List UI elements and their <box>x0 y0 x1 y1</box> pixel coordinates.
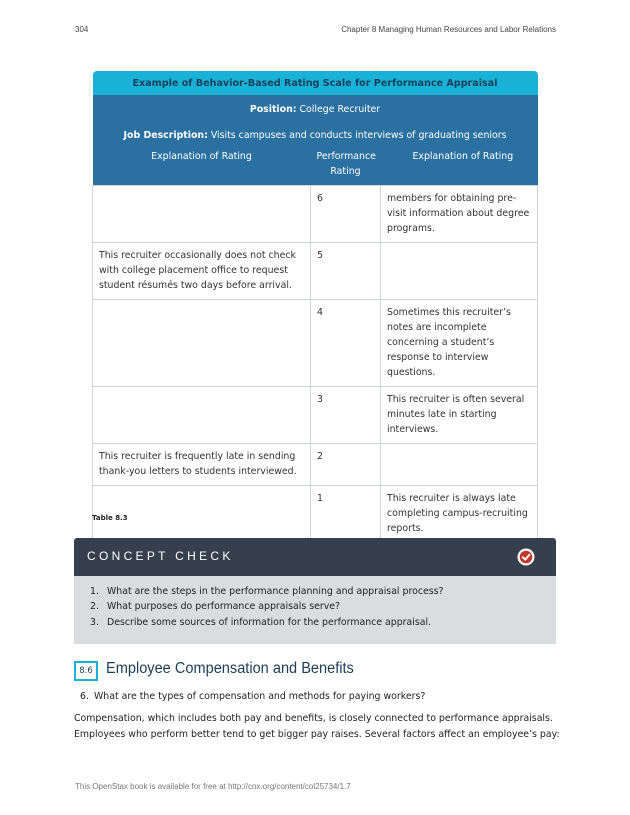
concept-check-box <box>74 538 556 644</box>
cell-left <box>93 186 311 243</box>
job-description-label: Job Description: <box>123 130 208 141</box>
rating-scale-table <box>92 71 538 543</box>
list-item <box>90 615 556 630</box>
section-number: 8.6 <box>74 661 98 681</box>
cell-left: This recruiter occasionally does not check with college placement office to request student résumés two days before arrival. <box>93 243 311 300</box>
cell-rating: 6 <box>311 186 381 243</box>
job-description-cell <box>93 121 538 147</box>
cell-rating: 4 <box>311 300 381 387</box>
table-row <box>93 387 538 444</box>
cell-rating: 5 <box>311 243 381 300</box>
cell-right <box>381 444 538 486</box>
item-number: 1. <box>90 586 99 597</box>
position-value: College Recruiter <box>296 104 381 115</box>
table-row <box>93 444 538 486</box>
cell-right: members for obtaining pre-visit information about degree programs. <box>381 186 538 243</box>
position-cell <box>93 95 538 121</box>
concept-check-list <box>74 584 556 630</box>
column-header-explanation-right: Explanation of Rating <box>381 147 538 186</box>
page-header <box>75 25 556 37</box>
column-header-row <box>93 147 538 186</box>
table-title: Example of Behavior-Based Rating Scale for Performance Appraisal <box>93 71 538 95</box>
item-text: What purposes do performance appraisals serve? <box>107 601 340 613</box>
position-row <box>93 95 538 121</box>
chapter-title: Chapter 8 Managing Human Resources and Labor Relations <box>341 25 556 34</box>
table-title-row <box>93 71 538 95</box>
cell-right: This recruiter is often several minutes late in starting interviews. <box>381 387 538 444</box>
concept-check-header <box>74 538 556 576</box>
cell-rating: 2 <box>311 444 381 486</box>
cell-left: This recruiter is frequently late in sending thank-you letters to students interviewed. <box>93 444 311 486</box>
learning-question <box>80 691 425 702</box>
cell-left <box>93 300 311 387</box>
table-row <box>93 186 538 243</box>
item-number: 3. <box>90 616 99 628</box>
list-item <box>90 599 556 614</box>
table-caption: Table 8.3 <box>92 514 128 522</box>
body-paragraph: Compensation, which includes both pay and benefits, is closely connected to performance appraisals. Employees who perform better tend to get bigger pay raises. Several factors affect an employee’s pay: <box>74 713 560 740</box>
table-row <box>93 486 538 543</box>
cell-rating: 1 <box>311 486 381 543</box>
column-header-explanation-left: Explanation of Rating <box>93 147 311 186</box>
item-text: What are the steps in the performance planning and appraisal process? <box>107 586 444 597</box>
item-text: Describe some sources of information for the performance appraisal. <box>107 616 432 628</box>
position-label: Position: <box>249 104 297 115</box>
job-description-value: Visits campuses and conducts interviews of graduating seniors <box>207 130 507 141</box>
cell-rating: 3 <box>311 387 381 444</box>
section-title: Employee Compensation and Benefits <box>106 660 354 677</box>
cell-right: Sometimes this recruiter’s notes are incomplete concerning a student’s response to interview questions. <box>381 300 538 387</box>
list-item <box>90 584 556 599</box>
question-number: 6. <box>80 691 89 702</box>
concept-check-title: CONCEPT CHECK <box>87 549 234 563</box>
job-description-row <box>93 121 538 147</box>
page-number: 304 <box>75 25 89 34</box>
page-footer: This OpenStax book is available for free at http://cnx.org/content/col25734/1.7 <box>75 782 351 791</box>
cell-left <box>93 387 311 444</box>
cell-right <box>381 243 538 300</box>
column-header-performance-rating: Performance Rating <box>311 147 381 186</box>
item-number: 2. <box>90 601 99 613</box>
cell-right: This recruiter is always late completing campus-recruiting reports. <box>381 486 538 543</box>
concept-check-body <box>74 576 556 644</box>
question-text: What are the types of compensation and methods for paying workers? <box>94 691 426 702</box>
table-row <box>93 300 538 387</box>
checkmark-icon <box>517 548 535 566</box>
table-row <box>93 243 538 300</box>
